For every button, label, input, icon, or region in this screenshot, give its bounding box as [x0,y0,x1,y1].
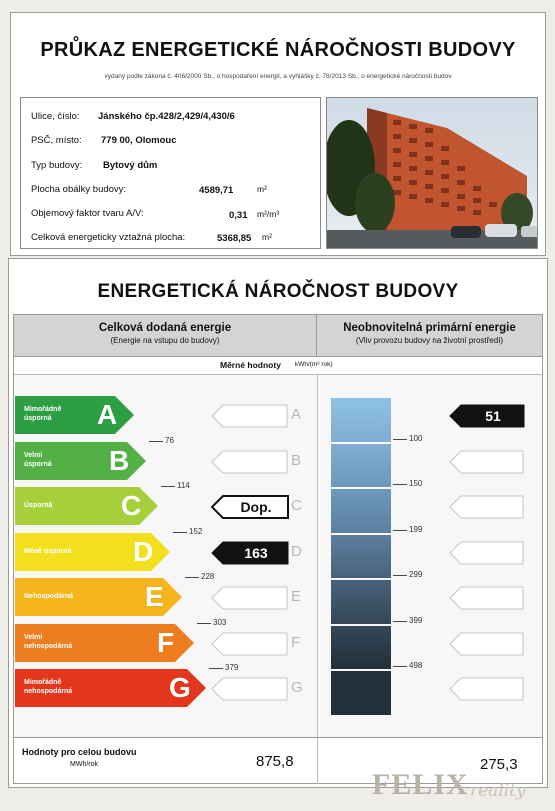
primary-energy-bar-c [331,489,391,533]
certificate-header-card [10,12,546,256]
zip-value: 779 00, Olomouc [101,135,177,146]
building-class-marker [211,541,289,565]
reference-marker-value: Dop. [240,499,272,515]
specific-values-label: Měrné hodnoty [220,360,281,370]
class-arrow-g [15,669,207,707]
footer-label: Hodnoty pro celou budovu [22,747,137,757]
ghost-marker-g [211,677,291,701]
left-threshold-line [197,623,211,624]
right-section-subtitle: (Vliv provozu budovy na životní prostředí) [355,336,504,345]
ghost-letter: A [291,406,302,423]
left-section-header [14,315,317,357]
left-threshold-line [185,577,199,578]
class-arrow-a [15,396,135,434]
left-section-title: Celková dodaná energie [98,322,232,334]
right-threshold-line [393,666,407,667]
specific-values-unit: kWh/(m² rok) [295,361,333,368]
footer-left-value: 875,8 [256,753,294,770]
class-letter: A [97,399,118,430]
primary-energy-bar-b [331,444,391,488]
street-label: Ulice, číslo: [31,111,80,122]
certificate-subtitle: vydaný podle zákona č. 406/2000 Sb., o hospodaření energií, a vyhlášky č. 78/2013 Sb., o energetické náročnosti budov [104,73,452,80]
class-arrow-d [15,533,171,571]
class-label: Úsporná [24,502,53,509]
factor-value: 0,31 [229,210,248,221]
watermark-sub: reality [470,781,526,801]
class-label: Velmi úsporná [24,451,52,468]
right-ghost-marker [449,586,527,610]
right-threshold-value: 100 [409,433,423,443]
class-arrow-c [15,487,159,525]
class-label: Méně úsporná [24,547,72,555]
left-threshold-value: 76 [165,435,174,445]
primary-energy-bar-g [331,671,391,715]
left-threshold-value: 114 [177,481,190,490]
footer-right-value: 275,3 [480,756,518,773]
ghost-marker-b [211,450,291,474]
ref-area-unit: m² [262,232,272,242]
right-ghost-marker [449,541,527,565]
specific-values-row [14,357,542,375]
left-threshold-value: 303 [213,617,227,627]
rating-title: ENERGETICKÁ NÁROČNOST BUDOVY [97,281,459,302]
ghost-letter: D [291,542,302,560]
building-info-box [20,97,321,249]
area-unit: m² [257,184,267,194]
left-threshold-line [161,486,175,487]
right-threshold-value: 199 [409,524,423,534]
area-value: 4589,71 [199,185,234,196]
building-class-marker-value: 163 [244,544,268,561]
ghost-letter: E [291,588,302,605]
ref-area-label: Celková energeticky vztažná plocha: [31,232,186,243]
certificate-title: PRŮKAZ ENERGETICKÉ NÁROČNOSTI BUDOVY [40,39,516,61]
type-label: Typ budovy: [31,160,83,171]
type-value: Bytový dům [103,160,158,171]
ghost-letter: F [291,633,301,651]
primary-energy-bar-d [331,535,391,579]
watermark-brand: FELIX [372,768,469,801]
energy-rating-card [8,258,548,788]
street-value: Jánského čp.428/2,429/4,430/6 [98,111,235,122]
right-threshold-value: 399 [409,615,423,625]
class-label: Nehospodárná [24,593,74,600]
class-letter: F [157,626,175,658]
class-label: Mimořádně nehospodárná [24,679,73,695]
ghost-letter: G [291,679,303,696]
right-threshold-value: 150 [409,479,423,488]
class-arrow-e [15,578,183,616]
right-threshold-line [393,530,407,531]
primary-energy-marker [449,404,525,428]
class-arrow-b [15,442,147,480]
ghost-marker-e [211,586,291,610]
ghost-marker-f [211,632,291,656]
ghost-letter: B [291,451,302,469]
left-threshold-value: 152 [189,526,203,536]
right-threshold-line [393,439,407,440]
zip-label: PSČ, místo: [31,135,82,146]
class-letter: B [109,444,130,476]
area-label: Plocha obálky budovy: [31,184,127,195]
ghost-letter: C [291,497,302,514]
class-letter: G [169,672,191,703]
right-ghost-marker [449,632,527,656]
building-photo-illustration [327,98,538,249]
factor-label: Objemový faktor tvaru A/V: [31,208,144,219]
primary-energy-bar-a [331,398,391,442]
right-section-title: Neobnovitelná primární energie [343,322,516,334]
right-threshold-line [393,575,407,576]
class-letter: D [133,535,154,567]
right-ghost-marker [449,450,527,474]
class-letter: C [121,490,142,521]
right-ghost-marker [449,495,527,519]
right-section-header [317,315,542,357]
left-threshold-value: 228 [201,572,215,581]
right-threshold-value: 299 [409,570,423,579]
right-threshold-line [393,484,407,485]
class-label: Mimořádně úsporná [24,406,62,422]
primary-energy-marker-value: 51 [485,408,501,424]
right-threshold-value: 498 [409,661,423,670]
building-photo [326,97,538,249]
left-threshold-line [209,668,223,669]
left-section-subtitle: (Energie na vstupu do budovy) [110,336,220,345]
footer-divider [317,738,318,784]
right-threshold-line [393,621,407,622]
primary-energy-bar-f [331,626,391,670]
reference-marker [211,495,289,519]
primary-energy-bar-e [331,580,391,624]
ref-area-value: 5368,85 [217,233,252,244]
factor-unit: m²/m³ [257,209,280,219]
right-ghost-marker [449,677,527,701]
ghost-marker-a [211,404,291,428]
left-threshold-value: 379 [225,663,239,672]
class-arrow-f [15,624,195,662]
left-threshold-line [173,532,187,533]
class-letter: E [145,581,164,612]
left-threshold-line [149,441,163,442]
right-divider [317,375,318,737]
footer-unit: MWh/rok [70,761,98,768]
class-label: Velmi nehospodárná [24,633,73,650]
